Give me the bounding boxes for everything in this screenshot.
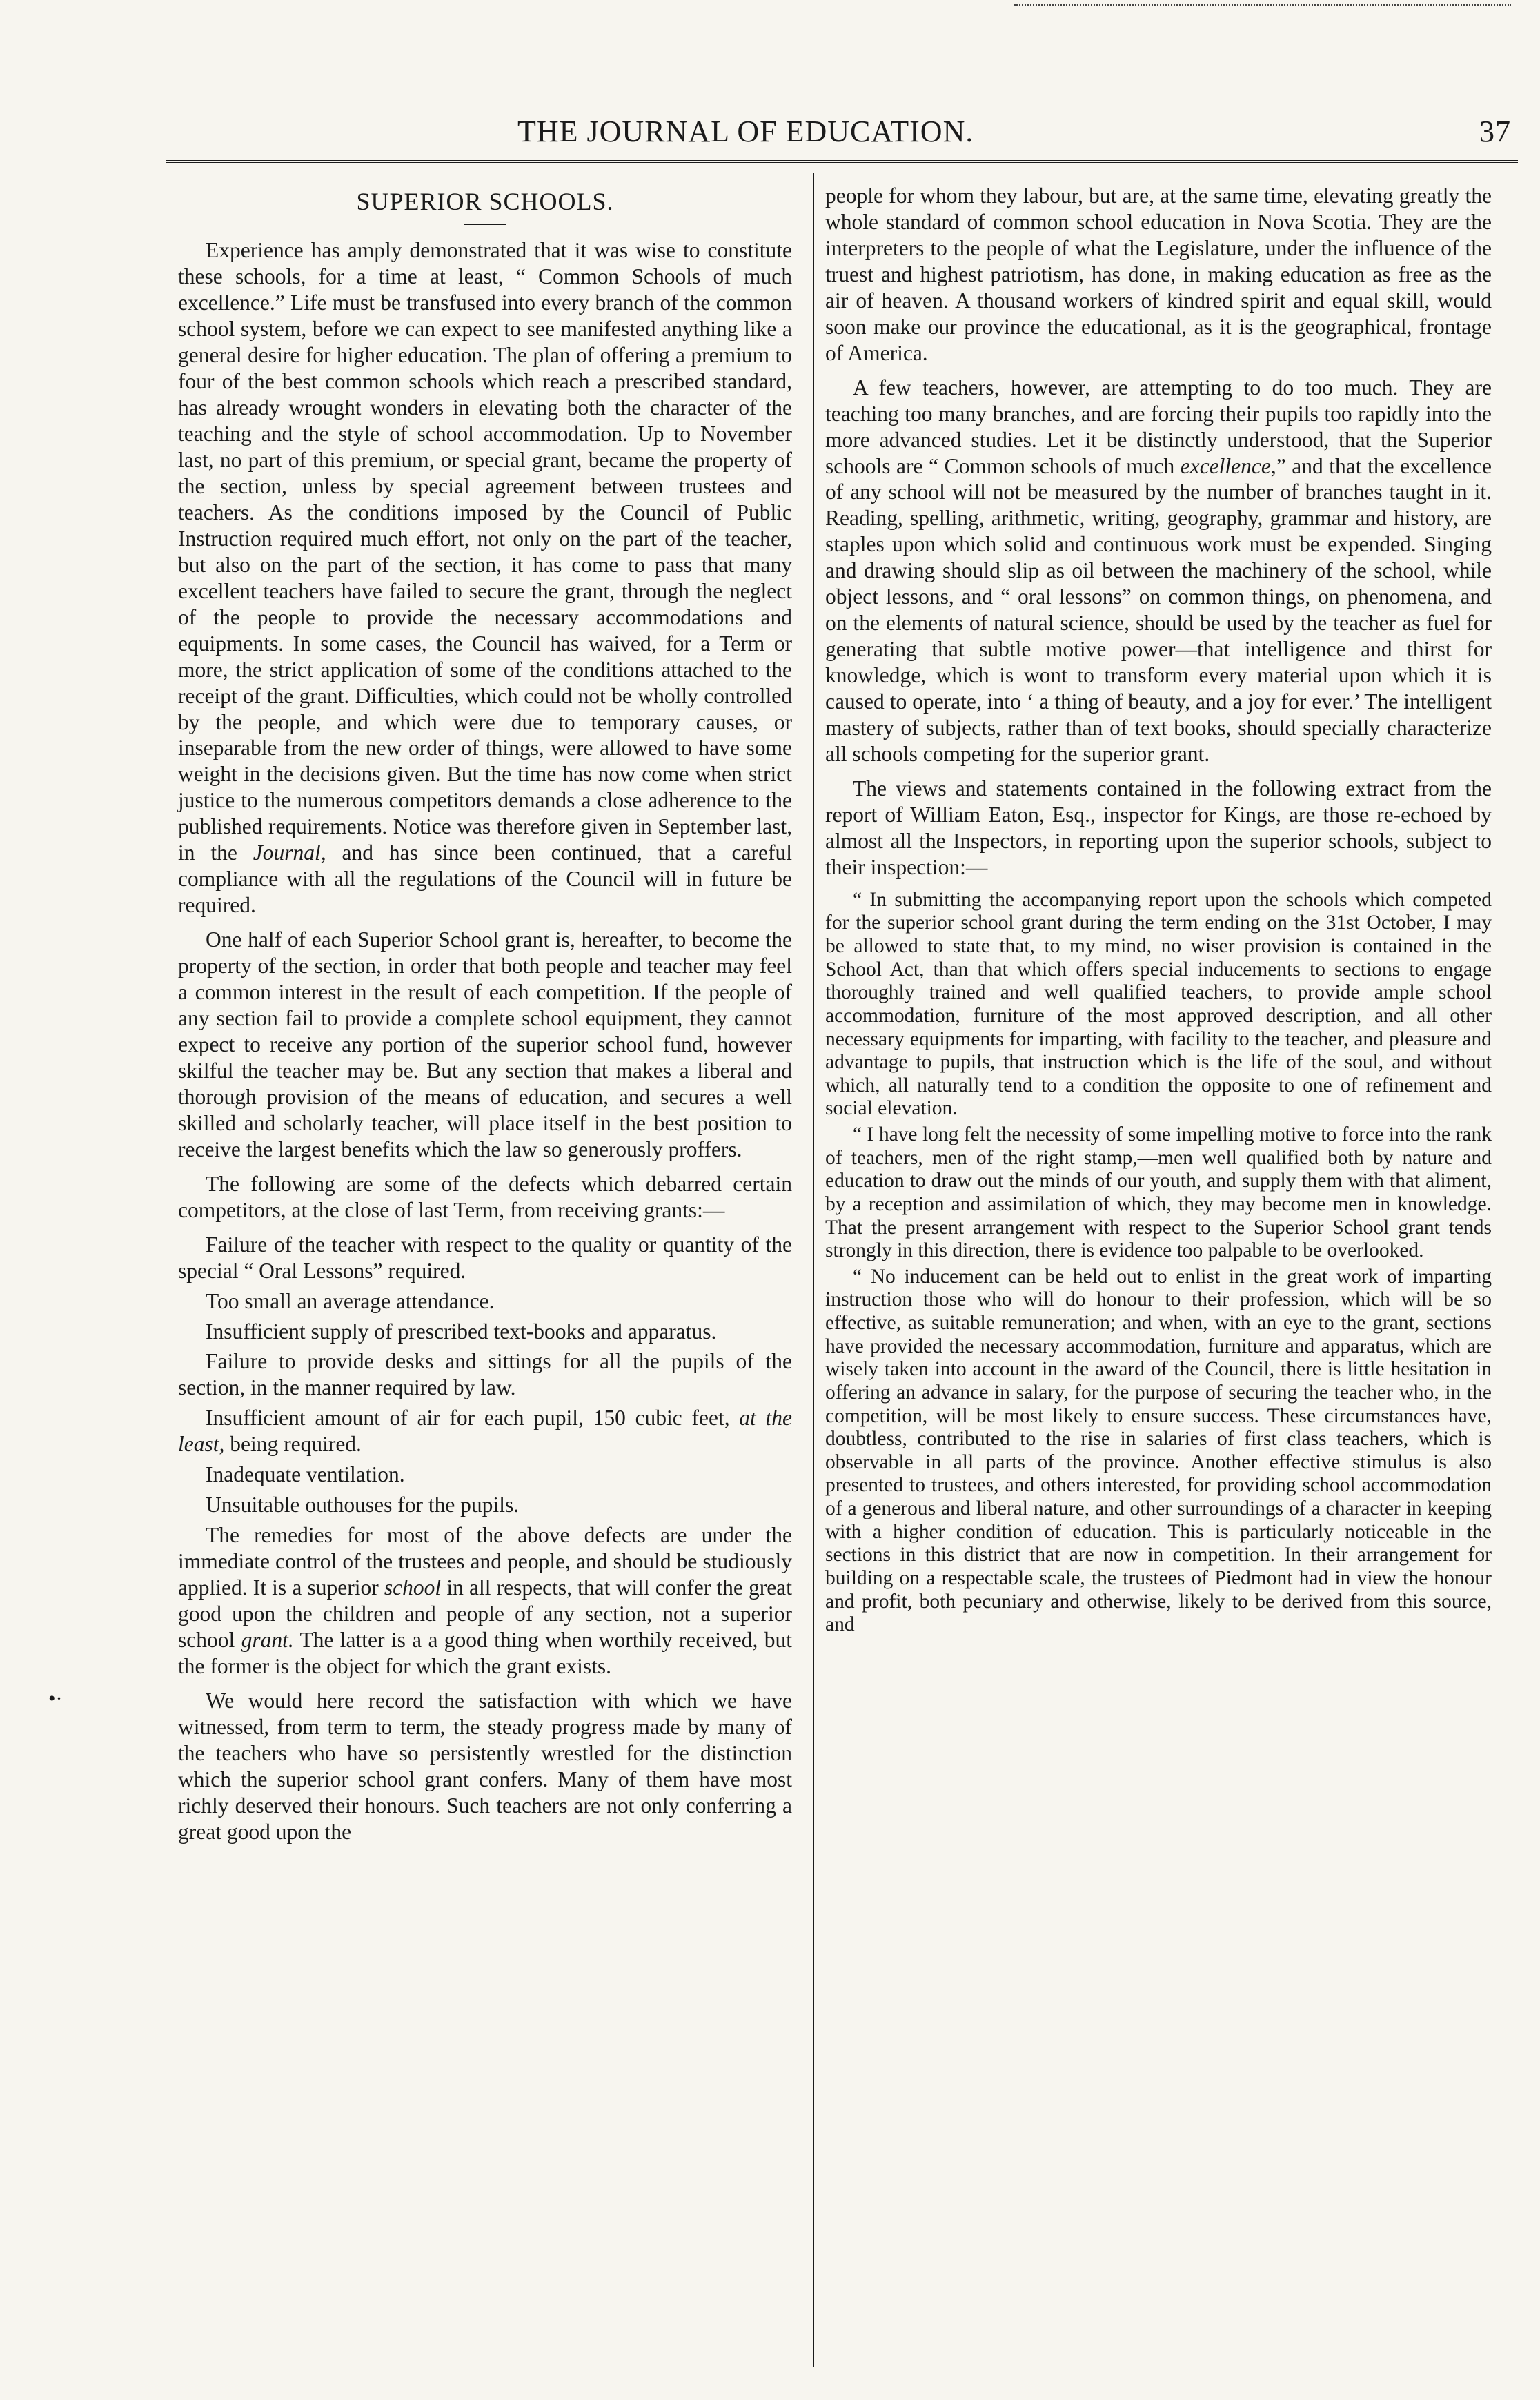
running-head	[228, 114, 1511, 155]
list-item: Failure to provide desks and sittings for all the pupils of the section, in the manner required by law.	[178, 1349, 792, 1400]
header-rule	[166, 160, 1518, 163]
quote-paragraph: “ No inducement can be held out to enlist in the great work of imparting instruction those who will do honour to their profession, which will be so effective, as suitable remuneration; and when, with an eye to the grant, sections have provided the necessary accommodation, furniture and apparatus, which are wisely taken into account in the award of the Council, there is little hesitation in offering an advance in salary, for the purpose of securing the teacher who, in the competition, will be most likely to ensure success. These circumstances have, doubtless, contributed to the rise in salaries of first class teachers, which is observable in all parts of the province. Another effective stimulus is also presented to trustees, and others interested, for providing school accommodation of a generous and liberal nature, and other surroundings of a character in keeping with a higher condition of education. This is particularly noticeable in the sections in this district that are now in competition. In their arrangement for building on a respectable scale, the trustees of Piedmont had in view the honour and profit, both pecuniary and otherwise, likely to be derived from this source, and	[825, 1265, 1492, 1636]
quote-paragraph: “ I have long felt the necessity of some impelling motive to force into the rank of teachers, men of the right stamp,—men well qualified both by nature and education to draw out the minds of our youth, and supply them with that aliment, by a reception and assimilation of which, they may become men in knowledge. That the present arrangement with respect to the Superior School grant tends strongly in this direction, there is evidence too palpable to be overlooked.	[825, 1123, 1492, 1262]
paragraph: The following are some of the defects which debarred certain competitors, at the close of last Term, from receiving grants:—	[178, 1171, 792, 1222]
column-divider	[813, 173, 814, 2367]
section-title: SUPERIOR SCHOOLS.	[356, 188, 614, 215]
paragraph: The views and statements contained in the following extract from the report of William Eaton, Esq., inspector for Kings, are those re-echoed by almost all the Inspectors, in reporting upon the superior schools, subject to their inspection:—	[825, 776, 1492, 879]
left-column	[178, 183, 792, 1853]
list-item: Unsuitable outhouses for the pupils.	[206, 1493, 520, 1517]
list-item: Failure of the teacher with respect to the quality or quantity of the special “ Oral Lessons” required.	[178, 1232, 792, 1283]
right-column	[825, 183, 1492, 1640]
quote-paragraph: “ In submitting the accompanying report upon the schools which competed for the superior school grant during the term ending on the 31st October, I may be allowed to state that, to my mind, no wiser provision is contained in the School Act, than that which offers special inducements to sections to engage thoroughly trained and well qualified teachers, to provide ample school accommodation, furniture of the most approved description, and all other necessary equipments for imparting, with facility to the teacher, and pleasure and advantage to pupils, that instruction which is the life of the soul, and without which, all naturally tend to a condition the opposite to one of refinement and social elevation.	[825, 888, 1492, 1120]
defects-list	[178, 1232, 792, 1519]
top-edge-marks	[1014, 4, 1511, 6]
paragraph: We would here record the satisfaction with which we have witnessed, from term to term, the steady progress made by many of the teachers who have so persistently wrestled for the distinction which the superior school grant confers. Many of them have most richly deserved their honours. Such teachers are not only conferring a great good upon the	[178, 1688, 792, 1844]
journal-title: THE JOURNAL OF EDUCATION.	[517, 115, 974, 148]
paragraph: One half of each Superior School grant is, hereafter, to become the property of the section, in order that both people and teacher may feel a common interest in the result of each competition. If the people of any section fail to provide a complete school equipment, they cannot expect to receive any portion of the superior school fund, however skilful the teacher may be. But any section that makes a liberal and thorough provision of the means of education, and secures a well skilled and scholarly teacher, will place itself in the best position to receive the largest benefits which the law so generously proffers.	[178, 927, 792, 1161]
paragraph: Experience has amply demonstrated that it was wise to constitute these schools, for a time at least, “ Common Schools of much excellence.” Life must be transfused into every branch of the common school system, before we can expect to see manifested anything like a general desire for higher education. The plan of offering a premium to four of the best common schools which reach a prescribed standard, has already wrought wonders in elevating both the character of the teaching and the style of school accommodation. Up to November last, no part of this premium, or special grant, became the property of the section, unless by special agreement between trustees and teachers. As the conditions imposed by the Council of Public Instruction required much effort, not only on the part of the teacher, but also on the part of the section, it has come to pass that many excellent teachers have failed to secure the grant, through the neglect of the people to provide the necessary accommodations and equipments. In some cases, the Council has waived, for a Term or more, the strict application of some of the conditions attached to the receipt of the grant. Difficulties, which could not be wholly controlled by the people, and which were due to temporary causes, or inseparable from the new order of things, were allowed to have some weight in the decisions given. But the time has now come when strict justice to the numerous competitors demands a close adherence to the published requirements. Notice was therefore given in September last, in the Journal, and has since been continued, that a careful compliance with all the regulations of the Council will in future be required.	[178, 238, 792, 918]
list-item: Insufficient supply of prescribed text-books and apparatus.	[206, 1319, 717, 1344]
margin-mark: •·	[48, 1687, 63, 1710]
inspector-report-quote	[825, 889, 1492, 1637]
page-number: 37	[1479, 115, 1511, 148]
title-rule	[464, 224, 506, 225]
list-item: Too small an average attendance.	[206, 1288, 495, 1313]
paragraph: people for whom they labour, but are, at the same time, elevating greatly the whole standard of common school education in Nova Scotia. They are the interpreters to the people of what the Legislature, under the influence of the truest and highest patriotism, has done, in making education as free as the air of heaven. A thousand workers of kindred spirit and equal skill, would soon make our province the educational, as it is the geographical, frontage of America.	[825, 184, 1492, 365]
paragraph: The remedies for most of the above defects are under the immediate control of the trustees and people, and should be studiously applied. It is a superior school in all respects, that will confer the great good upon the children and people of any section, not a superior school grant. The latter is a a good thing when worthily received, but the former is the object for which the grant exists.	[178, 1523, 792, 1678]
list-item: Inadequate ventilation.	[206, 1462, 405, 1487]
list-item: Insufficient amount of air for each pupil, 150 cubic feet, at the least, being required.	[178, 1406, 792, 1457]
paragraph: A few teachers, however, are attempting to do too much. They are teaching too many branches, and are forcing their pupils too rapidly into the more advanced studies. Let it be distinctly understood, that the Superior schools are “ Common schools of much excellence,” and that the excellence of any school will not be measured by the number of branches taught in it. Reading, spelling, arithmetic, writing, geography, grammar and history, are staples upon which solid and continuous work must be expended. Singing and drawing should slip as oil between the machinery of the school, while object lessons, and “ oral lessons” on common things, on phenomena, and on the elements of natural science, should be used by the teacher as fuel for generating that subtle motive power—that intelligence and thirst for knowledge, which is wont to transform every material upon which it is caused to operate, into ‘ a thing of beauty, and a joy for ever.’ The intelligent mastery of subjects, rather than of text books, should specially characterize all schools competing for the superior grant.	[825, 375, 1492, 767]
